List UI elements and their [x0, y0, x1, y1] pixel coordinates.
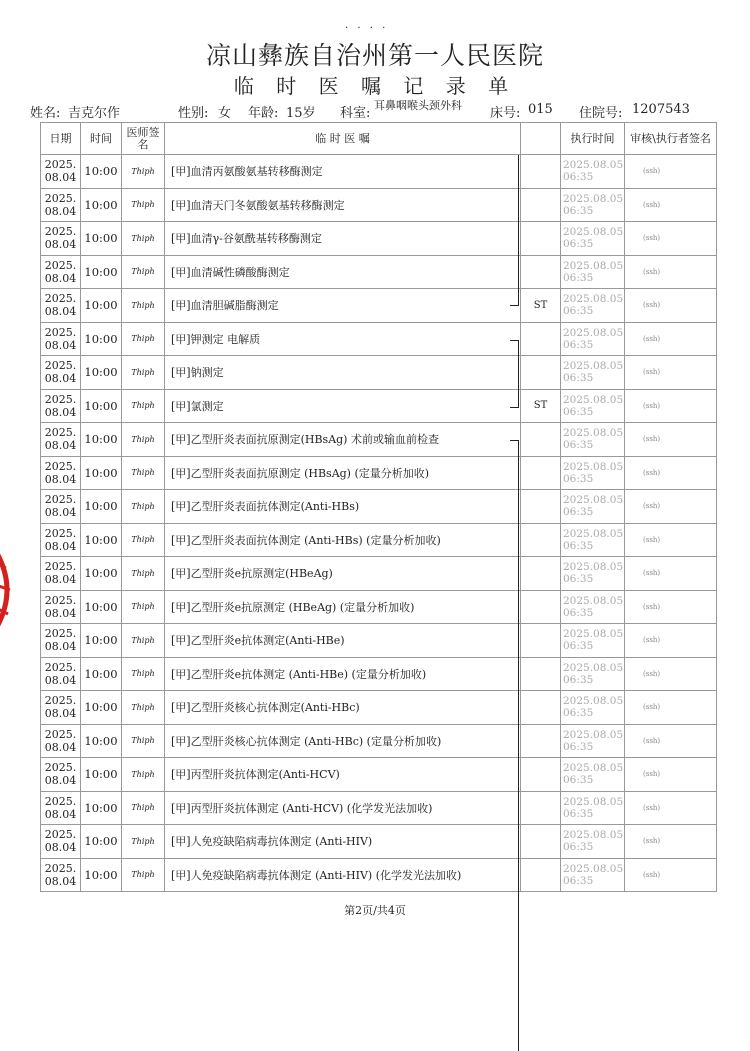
table-row	[41, 490, 717, 524]
st-mark	[521, 590, 561, 624]
order-text: [甲]乙型肝炎表面抗体测定 (Anti-HBs) (定量分析加收)	[165, 523, 521, 557]
order-text: [甲]血清γ-谷氨酰基转移酶测定	[165, 222, 521, 256]
doctor-signature: Thiph	[122, 322, 165, 356]
order-time: 10:00	[81, 188, 122, 222]
order-time: 10:00	[81, 155, 122, 189]
table-row	[41, 188, 717, 222]
doctor-signature: Thiph	[122, 523, 165, 557]
reviewer-signature: (ssh)	[625, 155, 717, 189]
st-mark	[521, 222, 561, 256]
table-row	[41, 155, 717, 189]
order-time: 10:00	[81, 691, 122, 725]
execution-time: 2025.08.05 06:35	[561, 657, 625, 691]
order-time: 10:00	[81, 490, 122, 524]
table-row	[41, 825, 717, 859]
reviewer-signature: (ssh)	[625, 222, 717, 256]
st-mark	[521, 356, 561, 390]
order-time: 10:00	[81, 389, 122, 423]
st-mark	[521, 858, 561, 892]
st-mark	[521, 691, 561, 725]
order-text: [甲]人免疫缺陷病毒抗体测定 (Anti-HIV) (化学发光法加收)	[165, 858, 521, 892]
reviewer-signature: (ssh)	[625, 188, 717, 222]
table-row	[41, 858, 717, 892]
order-time: 10:00	[81, 356, 122, 390]
order-date: 2025. 08.04	[41, 557, 81, 591]
st-mark	[521, 624, 561, 658]
doctor-signature: Thiph	[122, 255, 165, 289]
order-text: [甲]血清丙氨酸氨基转移酶测定	[165, 155, 521, 189]
patient-age: 15岁	[286, 106, 316, 121]
order-date: 2025. 08.04	[41, 590, 81, 624]
order-date: 2025. 08.04	[41, 691, 81, 725]
execution-time: 2025.08.05 06:35	[561, 456, 625, 490]
table-row	[41, 590, 717, 624]
bed-label: 床号:	[490, 106, 521, 121]
order-date: 2025. 08.04	[41, 289, 81, 323]
table-row	[41, 389, 717, 423]
execution-time: 2025.08.05 06:35	[561, 389, 625, 423]
order-date: 2025. 08.04	[41, 188, 81, 222]
doctor-signature: Thiph	[122, 691, 165, 725]
order-text: [甲]乙型肝炎e抗原测定(HBeAg)	[165, 557, 521, 591]
header-time: 时间	[81, 123, 122, 155]
table-row	[41, 222, 717, 256]
table-row	[41, 758, 717, 792]
order-time: 10:00	[81, 657, 122, 691]
doctor-signature: Thiph	[122, 758, 165, 792]
doctor-signature: Thiph	[122, 624, 165, 658]
order-text: [甲]人免疫缺陷病毒抗体测定 (Anti-HIV)	[165, 825, 521, 859]
execution-time: 2025.08.05 06:35	[561, 322, 625, 356]
order-date: 2025. 08.04	[41, 222, 81, 256]
header-exec-time: 执行时间	[561, 123, 625, 155]
st-mark	[521, 523, 561, 557]
order-text: [甲]钠测定	[165, 356, 521, 390]
reviewer-signature: (ssh)	[625, 657, 717, 691]
order-text: [甲]血清胆碱脂酶测定	[165, 289, 521, 323]
order-time: 10:00	[81, 758, 122, 792]
st-mark	[521, 188, 561, 222]
admission-number: 1207543	[632, 102, 690, 117]
execution-time: 2025.08.05 06:35	[561, 858, 625, 892]
table-row	[41, 724, 717, 758]
execution-time: 2025.08.05 06:35	[561, 255, 625, 289]
reviewer-signature: (ssh)	[625, 289, 717, 323]
execution-time: 2025.08.05 06:35	[561, 490, 625, 524]
st-mark	[521, 657, 561, 691]
st-mark	[521, 255, 561, 289]
execution-time: 2025.08.05 06:35	[561, 523, 625, 557]
reviewer-signature: (ssh)	[625, 523, 717, 557]
execution-time: 2025.08.05 06:35	[561, 791, 625, 825]
execution-time: 2025.08.05 06:35	[561, 188, 625, 222]
order-text: [甲]乙型肝炎核心抗体测定(Anti-HBc)	[165, 691, 521, 725]
header-date: 日期	[41, 123, 81, 155]
execution-time: 2025.08.05 06:35	[561, 758, 625, 792]
group-bracket-2	[510, 340, 519, 408]
st-mark	[521, 423, 561, 457]
execution-time: 2025.08.05 06:35	[561, 590, 625, 624]
order-text: [甲]乙型肝炎e抗原测定 (HBeAg) (定量分析加收)	[165, 590, 521, 624]
order-time: 10:00	[81, 858, 122, 892]
reviewer-signature: (ssh)	[625, 791, 717, 825]
doctor-signature: Thiph	[122, 657, 165, 691]
red-stamp-seal	[0, 540, 26, 640]
table-row	[41, 423, 717, 457]
patient-bed: 015	[528, 102, 553, 117]
order-time: 10:00	[81, 724, 122, 758]
doctor-signature: Thiph	[122, 222, 165, 256]
execution-time: 2025.08.05 06:35	[561, 356, 625, 390]
patient-info-bar	[30, 100, 730, 122]
st-mark	[521, 791, 561, 825]
table-row	[41, 356, 717, 390]
reviewer-signature: (ssh)	[625, 490, 717, 524]
execution-time: 2025.08.05 06:35	[561, 557, 625, 591]
doctor-signature: Thiph	[122, 188, 165, 222]
table-row	[41, 791, 717, 825]
hospital-name: 凉山彝族自治州第一人民医院	[205, 41, 544, 70]
order-time: 10:00	[81, 624, 122, 658]
page-number: 第2页/共4页	[344, 904, 406, 917]
name-label: 姓名:	[30, 106, 61, 121]
order-date: 2025. 08.04	[41, 155, 81, 189]
table-row	[41, 557, 717, 591]
doctor-signature: Thiph	[122, 791, 165, 825]
header-review: 审核\执行者签名	[625, 123, 717, 155]
order-text: [甲]乙型肝炎e抗体测定(Anti-HBe)	[165, 624, 521, 658]
table-row	[41, 456, 717, 490]
order-date: 2025. 08.04	[41, 322, 81, 356]
reviewer-signature: (ssh)	[625, 758, 717, 792]
order-time: 10:00	[81, 222, 122, 256]
st-mark	[521, 155, 561, 189]
order-text: [甲]血清天门冬氨酸氨基转移酶测定	[165, 188, 521, 222]
age-label: 年龄:	[248, 106, 279, 121]
doctor-signature: Thiph	[122, 590, 165, 624]
execution-time: 2025.08.05 06:35	[561, 155, 625, 189]
table-row	[41, 624, 717, 658]
doctor-signature: Thiph	[122, 724, 165, 758]
doctor-signature: Thiph	[122, 389, 165, 423]
reviewer-signature: (ssh)	[625, 691, 717, 725]
table-header-row	[41, 123, 717, 155]
order-time: 10:00	[81, 456, 122, 490]
order-time: 10:00	[81, 523, 122, 557]
dept-label: 科室:	[340, 106, 371, 121]
doctor-signature: Thiph	[122, 825, 165, 859]
patient-gender: 女	[218, 106, 232, 121]
reviewer-signature: (ssh)	[625, 389, 717, 423]
table-row	[41, 322, 717, 356]
doctor-signature: Thiph	[122, 456, 165, 490]
order-text: [甲]乙型肝炎表面抗体测定(Anti-HBs)	[165, 490, 521, 524]
reviewer-signature: (ssh)	[625, 557, 717, 591]
order-date: 2025. 08.04	[41, 523, 81, 557]
doctor-signature: Thiph	[122, 557, 165, 591]
table-row	[41, 691, 717, 725]
order-text: [甲]丙型肝炎抗体测定(Anti-HCV)	[165, 758, 521, 792]
order-date: 2025. 08.04	[41, 724, 81, 758]
st-mark	[521, 724, 561, 758]
admission-label: 住院号:	[579, 106, 623, 121]
order-text: [甲]氯测定	[165, 389, 521, 423]
order-time: 10:00	[81, 791, 122, 825]
reviewer-signature: (ssh)	[625, 423, 717, 457]
st-mark: ST	[521, 389, 561, 423]
doctor-signature: Thiph	[122, 356, 165, 390]
doctor-signature: Thiph	[122, 423, 165, 457]
table-row	[41, 657, 717, 691]
reviewer-signature: (ssh)	[625, 356, 717, 390]
doctor-signature: Thiph	[122, 289, 165, 323]
execution-time: 2025.08.05 06:35	[561, 289, 625, 323]
st-mark	[521, 557, 561, 591]
order-time: 10:00	[81, 825, 122, 859]
order-time: 10:00	[81, 255, 122, 289]
order-date: 2025. 08.04	[41, 858, 81, 892]
st-mark	[521, 758, 561, 792]
header-doctor-sign: 医师签名	[122, 123, 165, 155]
order-text: [甲]钾测定 电解质	[165, 322, 521, 356]
st-mark	[521, 490, 561, 524]
execution-time: 2025.08.05 06:35	[561, 222, 625, 256]
order-date: 2025. 08.04	[41, 825, 81, 859]
order-date: 2025. 08.04	[41, 456, 81, 490]
header-order: 临 时 医 嘱	[165, 123, 521, 155]
order-date: 2025. 08.04	[41, 356, 81, 390]
execution-time: 2025.08.05 06:35	[561, 724, 625, 758]
order-date: 2025. 08.04	[41, 389, 81, 423]
table-row	[41, 523, 717, 557]
execution-time: 2025.08.05 06:35	[561, 825, 625, 859]
order-time: 10:00	[81, 590, 122, 624]
table-row	[41, 255, 717, 289]
order-text: [甲]丙型肝炎抗体测定 (Anti-HCV) (化学发光法加收)	[165, 791, 521, 825]
order-time: 10:00	[81, 322, 122, 356]
group-bracket-3	[510, 440, 519, 1051]
order-text: [甲]乙型肝炎表面抗原测定 (HBsAg) (定量分析加收)	[165, 456, 521, 490]
order-text: [甲]乙型肝炎e抗体测定 (Anti-HBe) (定量分析加收)	[165, 657, 521, 691]
order-date: 2025. 08.04	[41, 758, 81, 792]
patient-name: 吉克尔作	[68, 106, 121, 121]
execution-time: 2025.08.05 06:35	[561, 624, 625, 658]
st-mark	[521, 456, 561, 490]
document-title: 临 时 医 嘱 记 录 单	[233, 74, 517, 98]
order-date: 2025. 08.04	[41, 490, 81, 524]
order-time: 10:00	[81, 557, 122, 591]
patient-dept: 耳鼻咽喉头颈外科	[374, 99, 462, 112]
order-text: [甲]乙型肝炎核心抗体测定 (Anti-HBc) (定量分析加收)	[165, 724, 521, 758]
doctor-signature: Thiph	[122, 490, 165, 524]
doctor-signature: Thiph	[122, 858, 165, 892]
group-bracket-1	[510, 155, 519, 306]
reviewer-signature: (ssh)	[625, 624, 717, 658]
execution-time: 2025.08.05 06:35	[561, 691, 625, 725]
order-date: 2025. 08.04	[41, 255, 81, 289]
execution-time: 2025.08.05 06:35	[561, 423, 625, 457]
header-st	[521, 123, 561, 155]
order-text: [甲]乙型肝炎表面抗原测定(HBsAg) 术前或输血前检查	[165, 423, 521, 457]
order-date: 2025. 08.04	[41, 423, 81, 457]
reviewer-signature: (ssh)	[625, 590, 717, 624]
st-mark	[521, 322, 561, 356]
doctor-signature: Thiph	[122, 155, 165, 189]
orders-table	[40, 122, 717, 892]
order-time: 10:00	[81, 423, 122, 457]
reviewer-signature: (ssh)	[625, 456, 717, 490]
order-date: 2025. 08.04	[41, 791, 81, 825]
gender-label: 性别:	[178, 106, 209, 121]
order-date: 2025. 08.04	[41, 657, 81, 691]
order-time: 10:00	[81, 289, 122, 323]
reviewer-signature: (ssh)	[625, 724, 717, 758]
order-text: [甲]血清碱性磷酸酶测定	[165, 255, 521, 289]
reviewer-signature: (ssh)	[625, 825, 717, 859]
order-date: 2025. 08.04	[41, 624, 81, 658]
header-dots: . . . .	[345, 20, 389, 31]
reviewer-signature: (ssh)	[625, 858, 717, 892]
table-row	[41, 289, 717, 323]
st-mark: ST	[521, 289, 561, 323]
reviewer-signature: (ssh)	[625, 255, 717, 289]
reviewer-signature: (ssh)	[625, 322, 717, 356]
st-mark	[521, 825, 561, 859]
